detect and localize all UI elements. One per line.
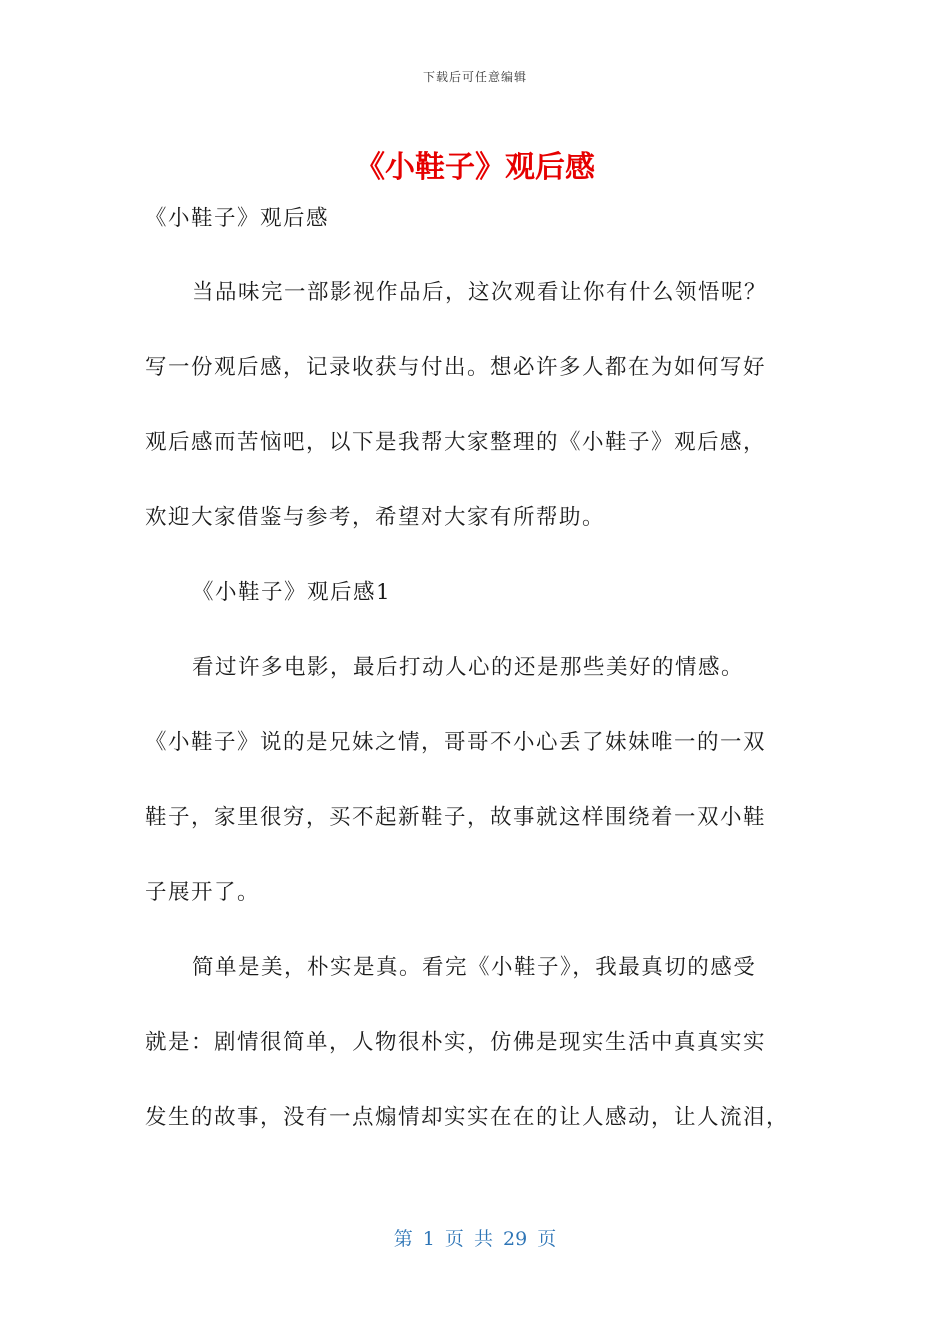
paragraph-line: 就是：剧情很简单，人物很朴实，仿佛是现实生活中真真实实 <box>145 1030 767 1055</box>
paragraph-line: 看过许多电影，最后打动人心的还是那些美好的情感。 <box>192 655 745 680</box>
paragraph-line: 简单是美，朴实是真。看完《小鞋子》，我最真切的感受 <box>192 955 757 980</box>
document-title: 《小鞋子》观后感 <box>355 150 595 185</box>
paragraph-line: 写一份观后感，记录收获与付出。想必许多人都在为如何写好 <box>145 355 767 380</box>
paragraph-line: 当品味完一部影视作品后，这次观看让你有什么领悟呢？ <box>192 280 768 305</box>
paragraph-line: 观后感而苦恼吧，以下是我帮大家整理的《小鞋子》观后感， <box>145 430 767 455</box>
paragraph-line: 子展开了。 <box>145 880 261 905</box>
subtitle-line: 《小鞋子》观后感 <box>145 206 330 231</box>
document-body <box>145 196 805 1170</box>
header-note: 下载后可任意编辑 <box>422 70 527 84</box>
page-number-footer: 第 1 页 共 29 页 <box>393 1228 557 1250</box>
section-heading: 《小鞋子》观后感1 <box>192 580 392 605</box>
paragraph-line: 发生的故事，没有一点煽情却实实在在的让人感动，让人流泪， <box>145 1105 790 1130</box>
paragraph-line: 《小鞋子》说的是兄妹之情，哥哥不小心丢了妹妹唯一的一双 <box>145 730 767 755</box>
paragraph-line: 欢迎大家借鉴与参考，希望对大家有所帮助。 <box>145 505 606 530</box>
paragraph-line: 鞋子，家里很穷，买不起新鞋子，故事就这样围绕着一双小鞋 <box>145 805 767 830</box>
